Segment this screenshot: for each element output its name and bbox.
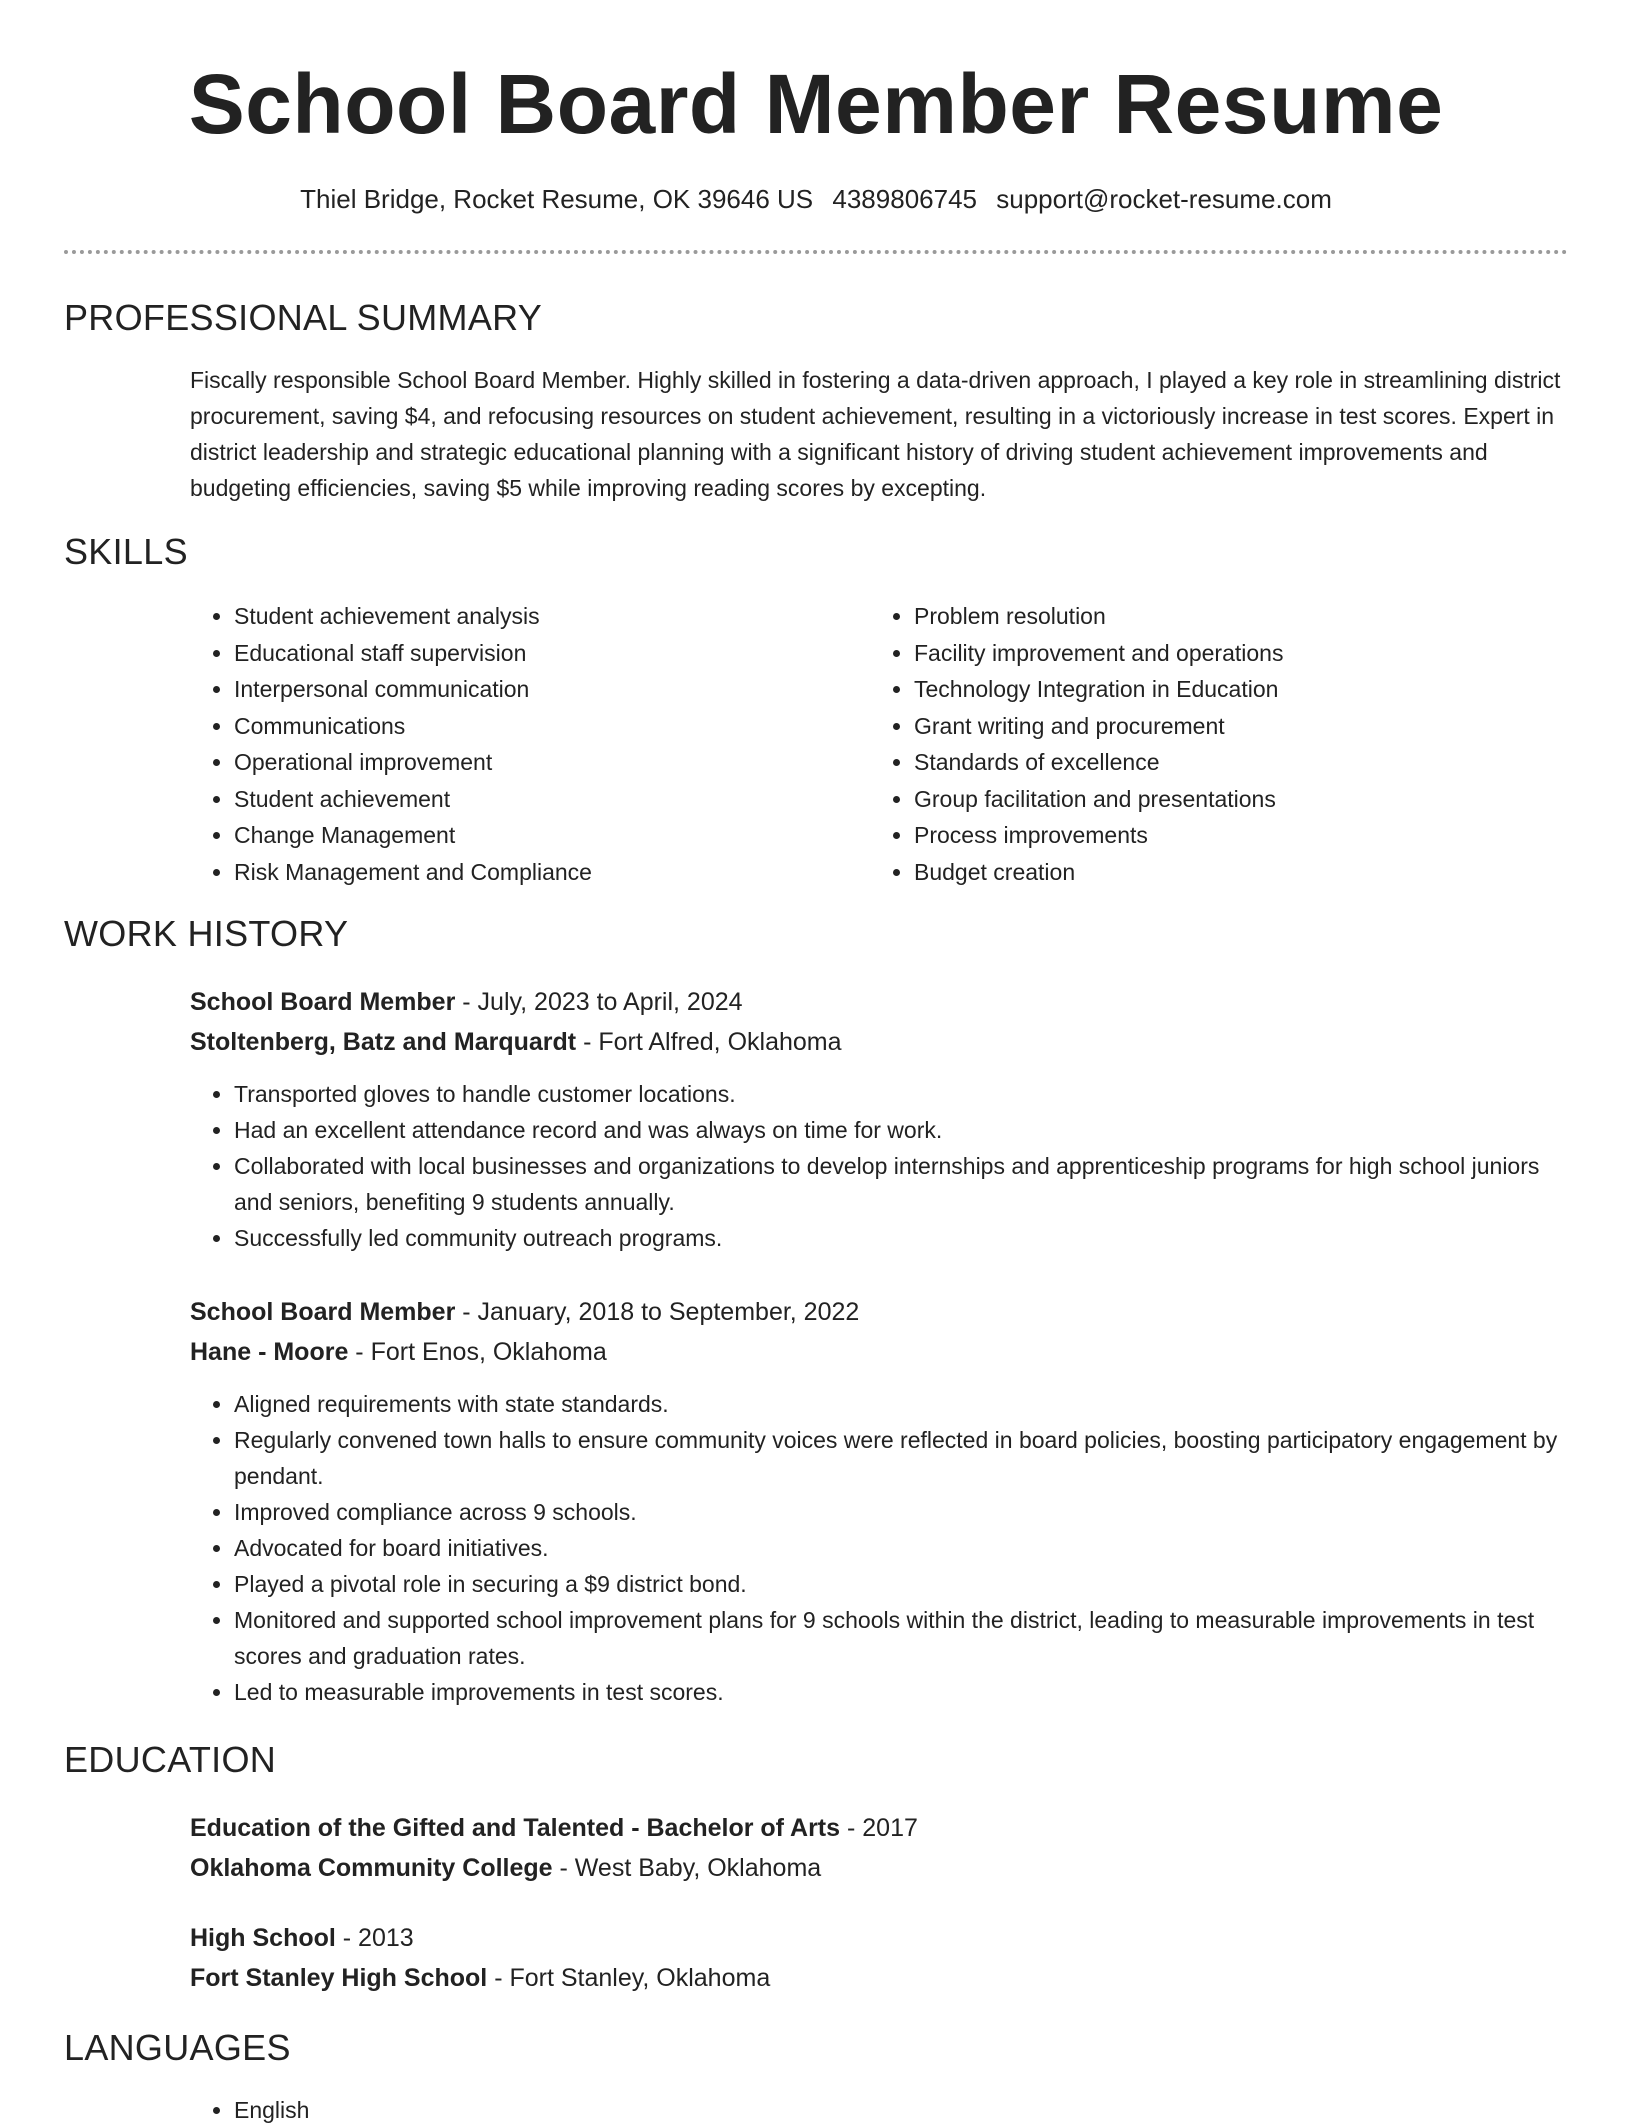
job-role: School Board Member <box>190 988 456 1016</box>
job-employer: Hane - Moore <box>190 1338 349 1366</box>
education-degree: High School <box>190 1924 336 1952</box>
education-degree: Education of the Gifted and Talented - Bachelor of Arts <box>190 1814 841 1842</box>
job-bullets <box>190 1076 1572 1256</box>
job-bullet: • Advocated for board initiatives. <box>234 1530 1572 1566</box>
languages-list <box>190 2092 1568 2128</box>
contact-line <box>64 182 1568 216</box>
education-degree-line <box>190 1918 1568 1958</box>
skill-item: • Communications <box>234 708 870 745</box>
skill-item: • Budget creation <box>914 854 1283 891</box>
job-role-line <box>190 1292 1568 1332</box>
job-role: School Board Member <box>190 1298 456 1326</box>
skill-item: • Grant writing and procurement <box>914 708 1283 745</box>
contact-address: Thiel Bridge, Rocket Resume, OK 39646 US <box>300 184 814 214</box>
job-employer: Stoltenberg, Batz and Marquardt <box>190 1028 577 1056</box>
job-bullet: • Successfully led community outreach programs. <box>234 1220 1572 1256</box>
contact-phone: 4389806745 <box>832 184 977 214</box>
job-employer-line <box>190 1332 1568 1372</box>
job-location: - Fort Alfred, Oklahoma <box>576 1028 842 1056</box>
job-entry <box>190 1292 1568 1710</box>
resume-title: School Board Member Resume <box>188 57 1444 151</box>
job-bullet: • Monitored and supported school improvement plans for 9 schools within the district, leading to measurable improvements in test scores and graduation rates. <box>234 1602 1572 1674</box>
education-school-line <box>190 1848 1568 1888</box>
job-bullet: • Improved compliance across 9 schools. <box>234 1494 1572 1530</box>
skill-item: • Process improvements <box>914 817 1283 854</box>
job-entry <box>190 982 1568 1256</box>
section-title-skills: SKILLS <box>64 531 188 572</box>
education-year: - 2013 <box>335 1924 414 1952</box>
job-bullets <box>190 1386 1572 1710</box>
language-item: • English <box>234 2092 1568 2128</box>
job-bullet: • Played a pivotal role in securing a $9 district bond. <box>234 1566 1572 1602</box>
job-bullet: • Transported gloves to handle customer locations. <box>234 1076 1572 1112</box>
skill-item: • Technology Integration in Education <box>914 671 1283 708</box>
education-school: Fort Stanley High School <box>190 1964 488 1992</box>
resume-page <box>64 0 1568 2128</box>
education-location: - West Baby, Oklahoma <box>552 1854 822 1882</box>
job-dates: - January, 2018 to September, 2022 <box>455 1298 860 1326</box>
job-bullet: • Collaborated with local businesses and organizations to develop internships and apprenticeship programs for high school juniors and seniors, benefiting 9 students annually. <box>234 1148 1572 1220</box>
education-entry <box>190 1918 1568 1998</box>
skill-item: • Operational improvement <box>234 744 870 781</box>
section-title-work-history: WORK HISTORY <box>64 913 349 954</box>
skills-column-left <box>190 598 870 890</box>
job-dates: - July, 2023 to April, 2024 <box>455 988 743 1016</box>
skills-column-right <box>870 598 1283 890</box>
job-bullet: • Led to measurable improvements in test scores. <box>234 1674 1572 1710</box>
contact-email: support@rocket-resume.com <box>996 184 1332 214</box>
header-divider <box>64 250 1568 254</box>
skill-item: • Facility improvement and operations <box>914 635 1283 672</box>
skill-item: • Educational staff supervision <box>234 635 870 672</box>
skill-item: • Problem resolution <box>914 598 1283 635</box>
education-school: Oklahoma Community College <box>190 1854 553 1882</box>
skill-item: • Change Management <box>234 817 870 854</box>
summary-text: Fiscally responsible School Board Member. Highly skilled in fostering a data-driven approach, I played a key role in streamlining district procurement, saving $4, and refocusing resources on student achievement, resulting in a victoriously increase in test scores. Expert in district leadership and strategic educational planning with a significant history of driving student achievement improvements and budgeting efficiencies, saving $5 while improving reading scores by excepting. <box>190 367 1561 501</box>
section-title-education: EDUCATION <box>64 1739 277 1780</box>
education-entry <box>190 1808 1568 1888</box>
education-school-line <box>190 1958 1568 1998</box>
skills-list <box>190 598 1568 890</box>
job-location: - Fort Enos, Oklahoma <box>348 1338 607 1366</box>
job-bullet: • Regularly convened town halls to ensure community voices were reflected in board policies, boosting participatory engagement by pendant. <box>234 1422 1572 1494</box>
job-employer-line <box>190 1022 1568 1062</box>
job-bullet: • Had an excellent attendance record and was always on time for work. <box>234 1112 1572 1148</box>
skill-item: • Group facilitation and presentations <box>914 781 1283 818</box>
skill-item: • Student achievement analysis <box>234 598 870 635</box>
section-title-languages: LANGUAGES <box>64 2027 291 2068</box>
skill-item: • Interpersonal communication <box>234 671 870 708</box>
education-location: - Fort Stanley, Oklahoma <box>487 1964 771 1992</box>
skill-item: • Standards of excellence <box>914 744 1283 781</box>
section-title-summary: PROFESSIONAL SUMMARY <box>64 297 543 338</box>
job-role-line <box>190 982 1568 1022</box>
skill-item: • Student achievement <box>234 781 870 818</box>
job-bullet: • Aligned requirements with state standards. <box>234 1386 1572 1422</box>
education-year: - 2017 <box>840 1814 918 1842</box>
skill-item: • Risk Management and Compliance <box>234 854 870 891</box>
education-degree-line <box>190 1808 1568 1848</box>
